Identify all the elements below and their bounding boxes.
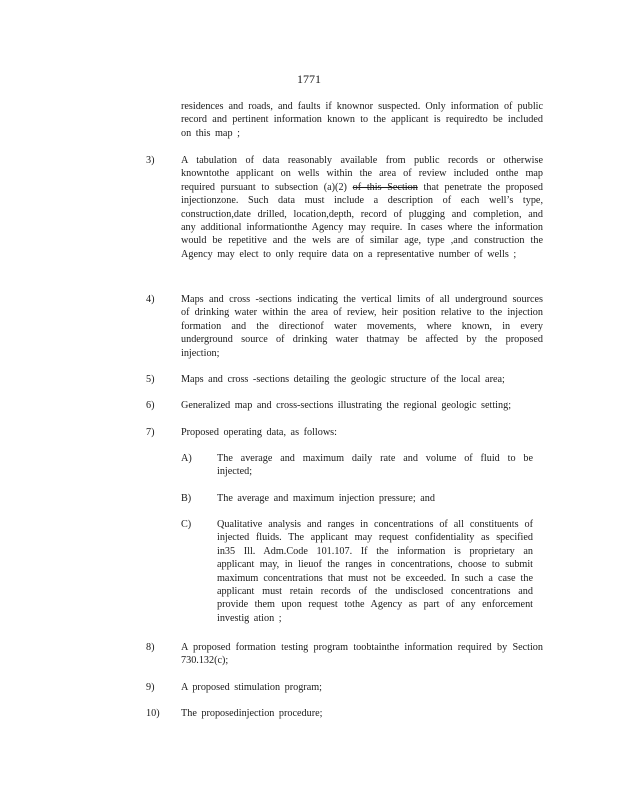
intro-paragraph: residences and roads, and faults if knownor suspected. Only information of public record and pertinent information known to the applicant is requiredto be included on this map ; — [181, 101, 543, 139]
item-8-number: 8) — [146, 642, 155, 653]
item-4-number: 4) — [146, 294, 155, 305]
item-8-text: A proposed formation testing program toobtainthe information required by Section 730.132(c); — [181, 642, 543, 667]
item-3-text — [181, 154, 543, 261]
item-6-text: Generalized map and cross-sections illustrating the regional geologic setting; — [181, 400, 512, 411]
item-10-text: The proposedinjection procedure; — [181, 708, 323, 719]
subitem-c-letter: C) — [181, 519, 192, 530]
page-number: 1771 — [297, 72, 321, 86]
item-3-struck-text: of this Section — [352, 181, 418, 193]
item-7-text: Proposed operating data, as follows: — [181, 427, 337, 438]
item-10-number: 10) — [146, 708, 160, 719]
item-6-number: 6) — [146, 400, 155, 411]
item-9-number: 9) — [146, 682, 155, 693]
subitem-c-text: Qualitative analysis and ranges in concentrations of all constituents of injected fluids. The applicant may request confidentiality as specified in35 Ill. Adm.Code 101.107. If the information is proprietary an applicant may, in lieuof the ranges in concentrations, choose to submit maximum concentrations that must not be exceeded. In such a case the applicant must retain records of the undisclosed concentrations and provide them upon request tothe Agency as part of any enforcement investig ation ; — [217, 519, 533, 624]
subitem-b-text: The average and maximum injection pressure; and — [217, 493, 435, 504]
item-3-number: 3) — [146, 155, 155, 166]
item-3-text-b: that penetrate the proposed injectionzone. Such data must include a description of each well’s type, construction,date drilled, location,depth, record of plugging and completion, and any additional informationthe Agency may require. In cases where the information would be repetitive and the wels are of similar age, type ,and construction the Agency may elect to only require data on a representative number of wells ; — [181, 181, 544, 260]
item-3-text-a: A tabulation of data reasonably available from public records or otherwise knowntothe applicant on wells within the area of review included onthe map required pursuant to subsection (a)(2) — [181, 155, 543, 193]
subitem-b-letter: B) — [181, 493, 192, 504]
item-5-number: 5) — [146, 374, 155, 385]
subitem-a-letter: A) — [181, 453, 192, 464]
item-5-text: Maps and cross -sections detailing the geologic structure of the local area; — [181, 374, 505, 385]
item-9-text: A proposed stimulation program; — [181, 682, 322, 693]
item-4-text: Maps and cross -sections indicating the vertical limits of all underground sources of drinking water within the area of review, heir position relative to the injection formation and the directionof water movements, where known, in every underground source of drinking water thatmay be affected by the proposed injection; — [181, 294, 543, 359]
item-7-number: 7) — [146, 427, 155, 438]
subitem-a-text: The average and maximum daily rate and volume of fluid to be injected; — [217, 453, 533, 478]
